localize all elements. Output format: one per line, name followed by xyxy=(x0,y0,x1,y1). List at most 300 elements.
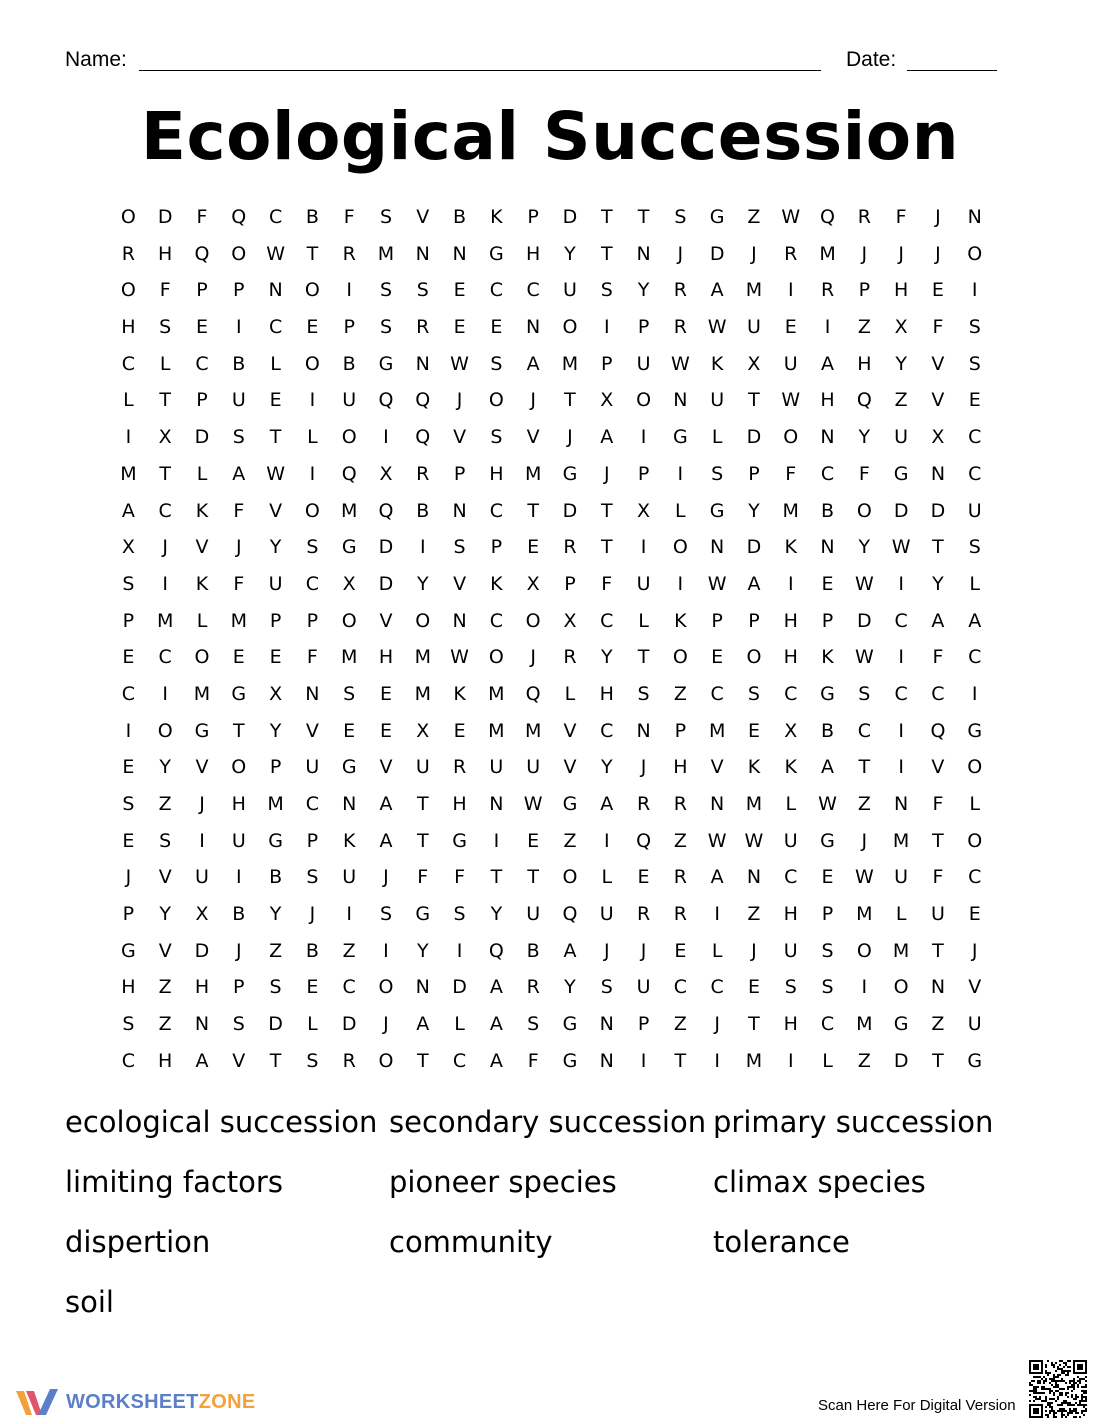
grid-letter[interactable]: V xyxy=(526,426,540,449)
grid-letter[interactable]: K xyxy=(490,572,503,595)
grid-letter[interactable]: S xyxy=(821,976,834,999)
grid-letter[interactable]: U xyxy=(526,756,541,779)
grid-letter[interactable]: M xyxy=(708,719,726,742)
grid-letter[interactable]: P xyxy=(233,976,245,999)
grid-letter[interactable]: U xyxy=(268,572,283,595)
grid-letter[interactable]: Y xyxy=(159,756,171,779)
grid-letter[interactable]: U xyxy=(342,866,357,889)
grid-letter[interactable]: P xyxy=(306,829,319,852)
grid-letter[interactable]: G xyxy=(562,793,578,815)
grid-letter[interactable]: R xyxy=(452,756,467,779)
grid-letter[interactable]: I xyxy=(603,829,610,852)
grid-letter[interactable]: G xyxy=(562,1049,578,1072)
grid-letter[interactable]: U xyxy=(636,352,651,375)
grid-letter[interactable]: E xyxy=(453,279,466,302)
grid-letter[interactable]: T xyxy=(416,793,429,815)
grid-letter[interactable]: U xyxy=(967,499,982,522)
grid-letter[interactable]: M xyxy=(340,499,358,522)
grid-letter[interactable]: I xyxy=(456,939,463,962)
grid-letter[interactable]: Y xyxy=(564,976,576,999)
grid-letter[interactable]: E xyxy=(122,829,135,852)
grid-letter[interactable]: T xyxy=(159,389,171,412)
grid-letter[interactable]: M xyxy=(414,682,431,705)
grid-letter[interactable]: G xyxy=(967,719,983,742)
grid-letter[interactable]: T xyxy=(600,499,613,522)
grid-letter[interactable]: D xyxy=(746,536,762,559)
grid-letter[interactable]: X xyxy=(158,426,172,449)
grid-letter[interactable]: J xyxy=(567,426,573,449)
grid-letter[interactable]: B xyxy=(269,866,283,889)
grid-letter[interactable]: I xyxy=(419,536,426,559)
grid-letter[interactable]: Y xyxy=(600,646,613,669)
grid-letter[interactable]: K xyxy=(453,682,466,705)
grid-letter[interactable]: P xyxy=(637,462,650,485)
grid-letter[interactable]: M xyxy=(819,242,836,265)
grid-letter[interactable]: L xyxy=(307,426,318,449)
grid-letter[interactable]: Q xyxy=(820,206,836,228)
grid-letter[interactable]: V xyxy=(416,206,430,228)
grid-letter[interactable]: D xyxy=(562,499,578,522)
grid-letter[interactable]: O xyxy=(967,829,983,852)
grid-letter[interactable]: T xyxy=(306,242,319,265)
grid-letter[interactable]: J xyxy=(751,939,757,962)
grid-letter[interactable]: R xyxy=(636,903,651,926)
grid-letter[interactable]: G xyxy=(341,536,357,559)
grid-letter[interactable]: F xyxy=(196,206,208,228)
grid-letter[interactable]: U xyxy=(636,572,651,595)
grid-letter[interactable]: N xyxy=(894,793,909,815)
grid-letter[interactable]: Z xyxy=(673,1013,687,1036)
grid-letter[interactable]: I xyxy=(787,279,794,302)
grid-letter[interactable]: M xyxy=(414,646,431,669)
grid-letter[interactable]: C xyxy=(820,462,835,485)
grid-letter[interactable]: T xyxy=(932,939,944,962)
grid-letter[interactable]: M xyxy=(193,682,211,705)
grid-letter[interactable]: P xyxy=(821,903,834,926)
grid-letter[interactable]: X xyxy=(894,316,908,339)
grid-letter[interactable]: U xyxy=(710,389,725,412)
grid-letter[interactable]: D xyxy=(893,499,909,522)
grid-letter[interactable]: C xyxy=(600,609,614,632)
grid-letter[interactable]: B xyxy=(416,499,430,522)
grid-letter[interactable]: Z xyxy=(857,316,871,339)
grid-letter[interactable]: K xyxy=(784,756,797,779)
grid-letter[interactable]: G xyxy=(489,242,504,265)
grid-letter[interactable]: N xyxy=(305,682,320,705)
grid-letter[interactable]: S xyxy=(858,682,871,705)
grid-letter[interactable]: H xyxy=(783,609,798,632)
grid-letter[interactable]: F xyxy=(858,462,870,485)
grid-letter[interactable]: S xyxy=(306,866,319,889)
grid-letter[interactable]: P xyxy=(122,903,135,926)
grid-letter[interactable]: E xyxy=(453,316,466,339)
grid-letter[interactable]: J xyxy=(677,242,684,265)
grid-letter[interactable]: I xyxy=(787,1049,794,1072)
grid-letter[interactable]: I xyxy=(677,572,684,595)
grid-letter[interactable]: Q xyxy=(415,389,431,412)
grid-letter[interactable]: C xyxy=(600,719,614,742)
grid-letter[interactable]: J xyxy=(456,389,463,412)
grid-letter[interactable]: E xyxy=(306,316,319,339)
grid-letter[interactable]: N xyxy=(930,976,946,999)
grid-letter[interactable]: W xyxy=(781,206,801,228)
grid-letter[interactable]: W xyxy=(707,829,727,852)
grid-letter[interactable]: O xyxy=(231,242,247,265)
grid-letter[interactable]: C xyxy=(784,866,798,889)
grid-letter[interactable]: M xyxy=(856,1013,873,1036)
grid-letter[interactable]: U xyxy=(894,426,909,449)
grid-letter[interactable]: U xyxy=(342,389,357,412)
grid-letter[interactable]: G xyxy=(893,1013,909,1036)
grid-letter[interactable]: T xyxy=(527,499,539,522)
grid-letter[interactable]: R xyxy=(526,976,540,999)
grid-letter[interactable]: E xyxy=(747,976,760,999)
grid-letter[interactable]: K xyxy=(747,756,761,779)
grid-letter[interactable]: Z xyxy=(158,1013,172,1036)
grid-letter[interactable]: T xyxy=(232,719,245,742)
grid-letter[interactable]: C xyxy=(820,1013,835,1036)
grid-letter[interactable]: I xyxy=(162,682,168,705)
grid-letter[interactable]: N xyxy=(194,1013,210,1036)
grid-letter[interactable]: B xyxy=(821,499,835,522)
grid-letter[interactable]: B xyxy=(305,939,319,962)
grid-letter[interactable]: O xyxy=(231,756,247,779)
grid-letter[interactable]: L xyxy=(454,1013,465,1036)
grid-letter[interactable]: O xyxy=(157,719,173,742)
grid-letter[interactable]: F xyxy=(932,316,944,339)
grid-letter[interactable]: W xyxy=(266,242,285,265)
grid-letter[interactable]: W xyxy=(854,866,874,889)
grid-letter[interactable]: A xyxy=(968,609,982,632)
grid-letter[interactable]: H xyxy=(820,389,835,412)
grid-letter[interactable]: O xyxy=(967,756,983,779)
grid-letter[interactable]: S xyxy=(269,976,282,999)
grid-letter[interactable]: M xyxy=(745,279,763,302)
grid-letter[interactable]: L xyxy=(711,939,723,962)
grid-letter[interactable]: W xyxy=(670,352,690,375)
grid-letter[interactable]: A xyxy=(821,756,835,779)
grid-letter[interactable]: R xyxy=(820,279,835,302)
grid-letter[interactable]: C xyxy=(489,279,503,302)
grid-letter[interactable]: C xyxy=(452,1049,467,1072)
grid-letter[interactable]: N xyxy=(415,976,430,999)
grid-letter[interactable]: A xyxy=(747,572,761,595)
grid-letter[interactable]: B xyxy=(232,903,246,926)
grid-letter[interactable]: H xyxy=(378,646,394,669)
grid-letter[interactable]: Q xyxy=(378,389,394,412)
grid-letter[interactable]: Y xyxy=(600,756,613,779)
grid-letter[interactable]: K xyxy=(710,352,724,375)
grid-letter[interactable]: Z xyxy=(857,793,871,815)
grid-letter[interactable]: U xyxy=(563,279,577,302)
grid-letter[interactable]: A xyxy=(563,939,577,962)
grid-letter[interactable]: C xyxy=(968,646,982,669)
grid-letter[interactable]: Y xyxy=(858,536,871,559)
grid-letter[interactable]: S xyxy=(379,206,392,228)
grid-letter[interactable]: S xyxy=(453,536,466,559)
grid-letter[interactable]: J xyxy=(530,646,536,669)
grid-letter[interactable]: J xyxy=(309,903,316,926)
grid-letter[interactable]: S xyxy=(159,316,172,339)
grid-letter[interactable]: R xyxy=(416,316,430,339)
grid-letter[interactable]: V xyxy=(453,572,467,595)
grid-letter[interactable]: J xyxy=(640,756,647,779)
grid-letter[interactable]: X xyxy=(269,682,283,705)
grid-letter[interactable]: F xyxy=(233,572,245,595)
grid-letter[interactable]: U xyxy=(195,866,209,889)
grid-letter[interactable]: V xyxy=(379,756,393,779)
grid-letter[interactable]: X xyxy=(121,536,135,559)
grid-letter[interactable]: I xyxy=(309,389,316,412)
grid-letter[interactable]: P xyxy=(748,462,760,485)
grid-letter[interactable]: T xyxy=(600,206,613,228)
grid-letter[interactable]: W xyxy=(707,316,727,339)
grid-letter[interactable]: V xyxy=(158,866,172,889)
grid-letter[interactable]: Q xyxy=(194,242,210,265)
grid-letter[interactable]: Z xyxy=(673,682,687,705)
grid-letter[interactable]: E xyxy=(195,316,208,339)
grid-letter[interactable]: I xyxy=(235,866,242,889)
grid-letter[interactable]: S xyxy=(122,572,135,595)
grid-letter[interactable]: O xyxy=(672,646,688,669)
grid-letter[interactable]: S xyxy=(600,976,613,999)
grid-letter[interactable]: U xyxy=(415,756,430,779)
grid-letter[interactable]: S xyxy=(968,352,981,375)
grid-letter[interactable]: T xyxy=(564,389,576,412)
grid-letter[interactable]: J xyxy=(383,1013,389,1036)
grid-letter[interactable]: Z xyxy=(931,1013,945,1036)
grid-letter[interactable]: I xyxy=(125,426,132,449)
grid-letter[interactable]: L xyxy=(638,609,649,632)
grid-letter[interactable]: N xyxy=(710,536,725,559)
grid-letter[interactable]: W xyxy=(781,389,801,412)
grid-letter[interactable]: D xyxy=(341,1013,357,1036)
grid-letter[interactable]: E xyxy=(453,719,466,742)
grid-letter[interactable]: B xyxy=(526,939,540,962)
grid-letter[interactable]: G xyxy=(268,829,283,852)
grid-letter[interactable]: U xyxy=(489,756,504,779)
grid-letter[interactable]: W xyxy=(891,536,911,559)
grid-letter[interactable]: A xyxy=(489,1049,503,1072)
grid-letter[interactable]: N xyxy=(930,462,946,485)
grid-letter[interactable]: F xyxy=(785,462,797,485)
grid-letter[interactable]: L xyxy=(307,1013,318,1036)
grid-letter[interactable]: E xyxy=(968,389,981,412)
grid-letter[interactable]: R xyxy=(784,242,798,265)
grid-letter[interactable]: P xyxy=(637,316,650,339)
grid-letter[interactable]: V xyxy=(453,426,467,449)
grid-letter[interactable]: J xyxy=(640,939,647,962)
grid-letter[interactable]: I xyxy=(199,829,205,852)
grid-letter[interactable]: E xyxy=(269,646,282,669)
qr-code-icon[interactable] xyxy=(1029,1360,1087,1418)
grid-letter[interactable]: N xyxy=(673,389,688,412)
grid-letter[interactable]: O xyxy=(783,426,799,449)
grid-letter[interactable]: C xyxy=(857,719,871,742)
grid-letter[interactable]: M xyxy=(267,793,284,815)
grid-letter[interactable]: Y xyxy=(269,903,282,926)
grid-letter[interactable]: F xyxy=(895,206,907,228)
grid-letter[interactable]: F xyxy=(932,866,944,889)
grid-letter[interactable]: C xyxy=(710,682,724,705)
grid-letter[interactable]: Y xyxy=(858,426,871,449)
grid-letter[interactable]: N xyxy=(342,793,357,815)
grid-letter[interactable]: S xyxy=(306,1049,319,1072)
grid-letter[interactable]: I xyxy=(640,426,647,449)
grid-letter[interactable]: I xyxy=(861,976,868,999)
grid-letter[interactable]: A xyxy=(416,1013,430,1036)
grid-letter[interactable]: P xyxy=(196,389,208,412)
grid-letter[interactable]: O xyxy=(341,609,357,632)
grid-letter[interactable]: M xyxy=(782,499,799,522)
grid-letter[interactable]: W xyxy=(854,646,874,669)
grid-letter[interactable]: C xyxy=(673,976,687,999)
grid-letter[interactable]: O xyxy=(341,426,357,449)
grid-letter[interactable]: E xyxy=(490,316,503,339)
grid-letter[interactable]: P xyxy=(637,1013,650,1036)
grid-letter[interactable]: T xyxy=(416,1049,429,1072)
grid-letter[interactable]: S xyxy=(968,316,981,339)
grid-letter[interactable]: D xyxy=(268,1013,283,1036)
grid-letter[interactable]: R xyxy=(563,646,577,669)
grid-letter[interactable]: K xyxy=(821,646,834,669)
grid-letter[interactable]: S xyxy=(379,316,392,339)
grid-letter[interactable]: F xyxy=(932,646,944,669)
grid-letter[interactable]: T xyxy=(600,536,613,559)
grid-letter[interactable]: E xyxy=(269,389,282,412)
grid-letter[interactable]: R xyxy=(636,793,651,815)
grid-letter[interactable]: U xyxy=(231,829,246,852)
grid-letter[interactable]: N xyxy=(710,793,725,815)
grid-letter[interactable]: A xyxy=(232,462,246,485)
grid-letter[interactable]: G xyxy=(562,1013,578,1036)
grid-letter[interactable]: A xyxy=(600,426,614,449)
grid-letter[interactable]: M xyxy=(156,609,174,632)
grid-letter[interactable]: V xyxy=(931,389,945,412)
grid-letter[interactable]: X xyxy=(526,572,540,595)
grid-letter[interactable]: S xyxy=(968,536,981,559)
grid-letter[interactable]: J xyxy=(603,462,610,485)
grid-letter[interactable]: H xyxy=(158,242,173,265)
grid-letter[interactable]: F xyxy=(454,866,466,889)
grid-letter[interactable]: P xyxy=(306,609,319,632)
grid-letter[interactable]: W xyxy=(450,646,469,669)
grid-letter[interactable]: Y xyxy=(932,572,944,595)
grid-letter[interactable]: E xyxy=(747,719,760,742)
grid-letter[interactable]: Z xyxy=(158,793,172,815)
grid-letter[interactable]: S xyxy=(416,279,429,302)
grid-letter[interactable]: R xyxy=(121,242,135,265)
grid-letter[interactable]: T xyxy=(748,1013,760,1036)
grid-letter[interactable]: A xyxy=(379,829,393,852)
grid-letter[interactable]: T xyxy=(527,866,539,889)
grid-letter[interactable]: B xyxy=(453,206,467,228)
grid-letter[interactable]: A xyxy=(710,279,724,302)
grid-letter[interactable]: Q xyxy=(341,462,357,485)
grid-letter[interactable]: S xyxy=(379,279,392,302)
grid-letter[interactable]: F xyxy=(932,793,944,815)
grid-letter[interactable]: Y xyxy=(637,279,650,302)
grid-letter[interactable]: V xyxy=(158,939,172,962)
grid-letter[interactable]: Y xyxy=(416,572,429,595)
grid-letter[interactable]: F xyxy=(527,1049,539,1072)
grid-letter[interactable]: N xyxy=(452,609,467,632)
grid-letter[interactable]: O xyxy=(488,389,504,412)
grid-letter[interactable]: O xyxy=(304,499,320,522)
grid-letter[interactable]: S xyxy=(637,682,650,705)
grid-letter[interactable]: J xyxy=(199,793,205,815)
grid-letter[interactable]: D xyxy=(452,976,467,999)
grid-letter[interactable]: X xyxy=(563,609,577,632)
grid-letter[interactable]: A xyxy=(526,352,540,375)
grid-letter[interactable]: P xyxy=(343,316,355,339)
grid-letter[interactable]: G xyxy=(562,462,578,485)
grid-letter[interactable]: L xyxy=(711,426,723,449)
grid-letter[interactable]: I xyxy=(714,903,720,926)
grid-letter[interactable]: J xyxy=(935,242,941,265)
grid-letter[interactable]: U xyxy=(599,903,614,926)
grid-letter[interactable]: E xyxy=(232,646,245,669)
grid-letter[interactable]: C xyxy=(894,682,908,705)
grid-letter[interactable]: G xyxy=(452,829,467,852)
grid-letter[interactable]: W xyxy=(523,793,543,815)
grid-letter[interactable]: J xyxy=(935,206,941,228)
grid-letter[interactable]: V xyxy=(305,719,319,742)
grid-letter[interactable]: F xyxy=(343,206,355,228)
grid-letter[interactable]: E xyxy=(821,572,834,595)
grid-letter[interactable]: I xyxy=(898,756,904,779)
grid-letter[interactable]: A xyxy=(821,352,835,375)
grid-letter[interactable]: C xyxy=(121,352,136,375)
grid-letter[interactable]: O xyxy=(304,279,320,302)
grid-letter[interactable]: J xyxy=(898,242,904,265)
grid-letter[interactable]: S xyxy=(122,793,135,815)
grid-letter[interactable]: I xyxy=(162,572,168,595)
grid-letter[interactable]: D xyxy=(157,206,173,228)
grid-letter[interactable]: M xyxy=(892,939,910,962)
grid-letter[interactable]: O xyxy=(967,242,983,265)
grid-letter[interactable]: P xyxy=(564,572,576,595)
grid-letter[interactable]: Q xyxy=(488,939,504,962)
grid-letter[interactable]: H xyxy=(121,316,136,339)
grid-letter[interactable]: P xyxy=(527,206,539,228)
grid-letter[interactable]: I xyxy=(824,316,831,339)
grid-letter[interactable]: M xyxy=(561,352,579,375)
grid-letter[interactable]: O xyxy=(120,206,136,228)
grid-letter[interactable]: L xyxy=(969,572,981,595)
grid-letter[interactable]: W xyxy=(854,572,874,595)
grid-letter[interactable]: X xyxy=(931,426,945,449)
grid-letter[interactable]: O xyxy=(562,316,578,339)
grid-letter[interactable]: Q xyxy=(930,719,946,742)
grid-letter[interactable]: O xyxy=(378,1049,394,1072)
grid-letter[interactable]: J xyxy=(530,389,536,412)
grid-letter[interactable]: I xyxy=(898,646,904,669)
grid-letter[interactable]: E xyxy=(379,682,392,705)
grid-letter[interactable]: M xyxy=(340,646,358,669)
grid-letter[interactable]: E xyxy=(821,866,834,889)
grid-letter[interactable]: S xyxy=(306,536,319,559)
grid-letter[interactable]: S xyxy=(490,426,503,449)
grid-letter[interactable]: C xyxy=(710,976,724,999)
grid-letter[interactable]: E xyxy=(379,719,392,742)
grid-letter[interactable]: S xyxy=(490,352,503,375)
grid-letter[interactable]: I xyxy=(346,279,352,302)
grid-letter[interactable]: H xyxy=(526,242,541,265)
grid-letter[interactable]: B xyxy=(305,206,319,228)
grid-letter[interactable]: J xyxy=(603,939,610,962)
grid-letter[interactable]: I xyxy=(603,316,610,339)
